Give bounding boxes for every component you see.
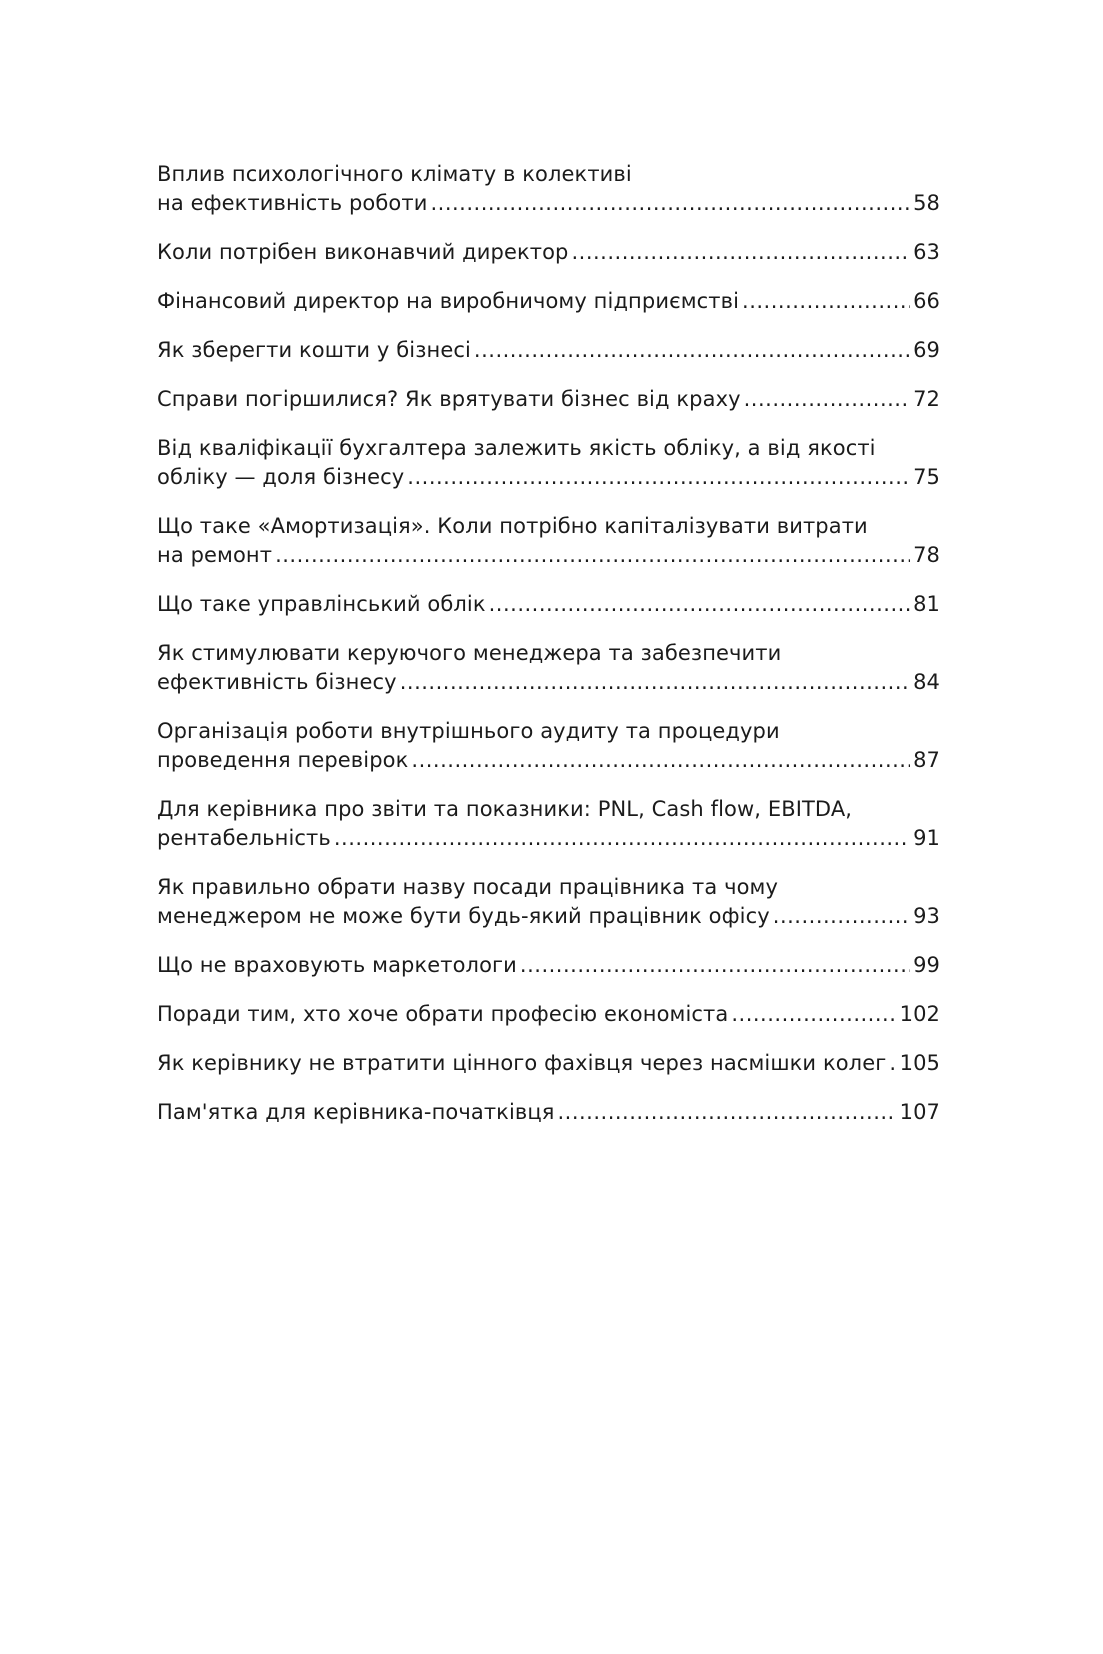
toc-entry[interactable] <box>157 287 940 316</box>
toc-entry[interactable] <box>157 238 940 267</box>
toc-page-number: 58 <box>913 191 940 215</box>
toc-entry-title-end: Як керівнику не втратити цінного фахівця через насмішки колег <box>157 1051 887 1075</box>
table-of-contents <box>157 160 940 1147</box>
toc-entry-last-line <box>157 238 940 267</box>
toc-entry-title-end: на ремонт <box>157 543 273 567</box>
toc-entry-last-line <box>157 1049 940 1078</box>
dot-leader <box>411 746 910 775</box>
toc-entry-title-end: Поради тим, хто хоче обрати професію економіста <box>157 1002 729 1026</box>
toc-page-number: 75 <box>913 465 940 489</box>
toc-entry[interactable] <box>157 1049 940 1078</box>
toc-page-number: 81 <box>913 592 940 616</box>
dot-leader <box>430 189 910 218</box>
toc-entry-title-end: Що не враховують маркетологи <box>157 953 517 977</box>
dot-leader <box>731 1000 896 1029</box>
toc-entry[interactable] <box>157 160 940 218</box>
toc-page-number: 66 <box>913 289 940 313</box>
dot-leader <box>275 541 910 570</box>
toc-entry-title-line: Вплив психологічного клімату в колективі <box>157 162 632 186</box>
toc-entry[interactable] <box>157 512 940 570</box>
dot-leader <box>557 1098 896 1127</box>
toc-entry-title-end: Коли потрібен виконавчий директор <box>157 240 569 264</box>
toc-entry-title-end: менеджером не може бути будь-який працівник офісу <box>157 904 770 928</box>
toc-entry-title-end: Пам'ятка для керівника-початківця <box>157 1100 555 1124</box>
dot-leader <box>520 951 910 980</box>
toc-entry-title-end: Фінансовий директор на виробничому підприємстві <box>157 289 740 313</box>
toc-entry-title-line: Організація роботи внутрішнього аудиту та процедури <box>157 719 780 743</box>
toc-entry[interactable] <box>157 717 940 775</box>
toc-entry-title-line: Від кваліфікації бухгалтера залежить якість обліку, а від якості <box>157 436 876 460</box>
toc-entry-title-end: на ефективність роботи <box>157 191 428 215</box>
toc-entry-last-line <box>157 746 940 775</box>
toc-page-number: 63 <box>913 240 940 264</box>
dot-leader <box>773 902 910 931</box>
toc-page-number: 93 <box>913 904 940 928</box>
toc-entry[interactable] <box>157 1098 940 1127</box>
toc-entry-last-line <box>157 287 940 316</box>
dot-leader <box>744 385 910 414</box>
toc-entry[interactable] <box>157 1000 940 1029</box>
toc-entry-last-line <box>157 336 940 365</box>
dot-leader <box>400 668 910 697</box>
dot-leader <box>742 287 910 316</box>
toc-entry-title-end: ефективність бізнесу <box>157 670 397 694</box>
toc-entry-title-end: рентабельність <box>157 826 331 850</box>
toc-entry-title-end: проведення перевірок <box>157 748 409 772</box>
toc-entry-last-line <box>157 189 940 218</box>
toc-entry[interactable] <box>157 951 940 980</box>
toc-entry-title-end: Що таке управлінський облік <box>157 592 486 616</box>
toc-entry[interactable] <box>157 873 940 931</box>
toc-entry-last-line <box>157 541 940 570</box>
toc-page-number: 99 <box>913 953 940 977</box>
toc-page-number: 107 <box>899 1100 940 1124</box>
toc-entry-last-line <box>157 951 940 980</box>
toc-entry[interactable] <box>157 795 940 853</box>
toc-entry[interactable] <box>157 590 940 619</box>
toc-page-number: 102 <box>899 1002 940 1026</box>
toc-page-number: 72 <box>913 387 940 411</box>
toc-entry-last-line <box>157 1098 940 1127</box>
toc-page-number: 91 <box>913 826 940 850</box>
dot-leader <box>474 336 910 365</box>
toc-entry-title-end: обліку — доля бізнесу <box>157 465 405 489</box>
toc-entry-last-line <box>157 1000 940 1029</box>
dot-leader <box>571 238 910 267</box>
toc-entry-title-line: Як правильно обрати назву посади працівника та чому <box>157 875 779 899</box>
toc-entry[interactable] <box>157 385 940 414</box>
toc-entry[interactable] <box>157 434 940 492</box>
toc-entry-last-line <box>157 590 940 619</box>
toc-page-number: 78 <box>913 543 940 567</box>
toc-entry-title-line: Для керівника про звіти та показники: PNL, Cash flow, EBITDA, <box>157 797 853 821</box>
toc-entry-last-line <box>157 385 940 414</box>
toc-entry[interactable] <box>157 639 940 697</box>
toc-entry-title-end: Як зберегти кошти у бізнесі <box>157 338 471 362</box>
toc-entry-title-line: Що таке «Амортизація». Коли потрібно капіталізувати витрати <box>157 514 868 538</box>
toc-page-number: 69 <box>913 338 940 362</box>
toc-entry-title-end: Справи погіршилися? Як врятувати бізнес від краху <box>157 387 741 411</box>
toc-page-number: 105 <box>899 1051 940 1075</box>
toc-entry[interactable] <box>157 336 940 365</box>
toc-entry-title-line: Як стимулювати керуючого менеджера та забезпечити <box>157 641 782 665</box>
dot-leader <box>407 463 910 492</box>
toc-page-number: 87 <box>913 748 940 772</box>
dot-leader <box>489 590 910 619</box>
toc-entry-last-line <box>157 824 940 853</box>
toc-entry-last-line <box>157 902 940 931</box>
dot-leader <box>889 1049 896 1078</box>
toc-page-number: 84 <box>913 670 940 694</box>
toc-entry-last-line <box>157 668 940 697</box>
dot-leader <box>334 824 910 853</box>
toc-entry-last-line <box>157 463 940 492</box>
